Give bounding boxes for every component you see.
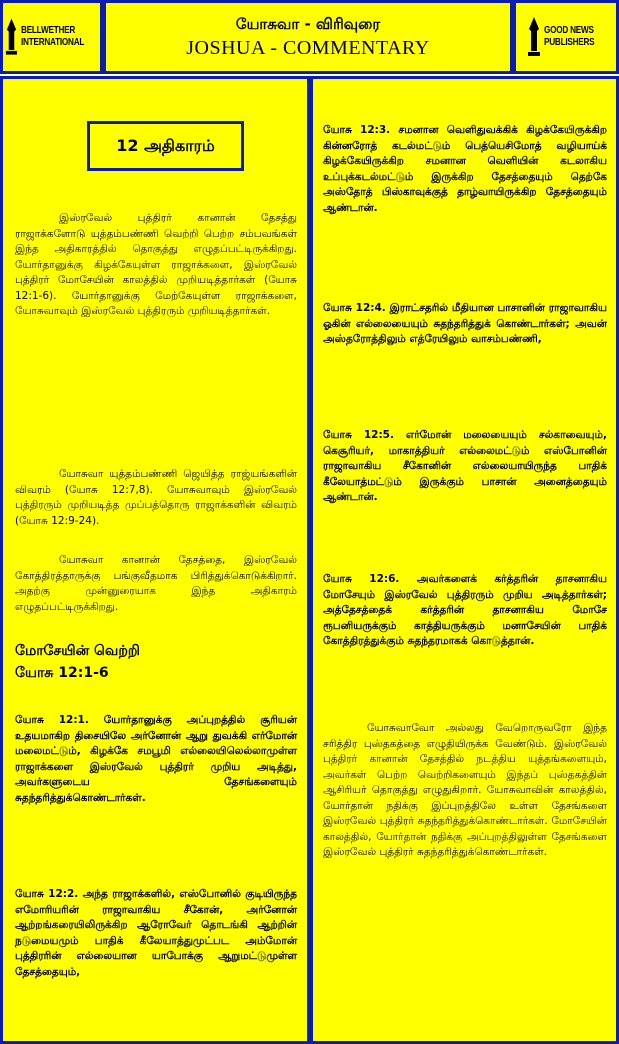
verse-paragraph: யோசு 12:6. அவர்களைக் கர்த்தரின் தாசனாகிய மோசேயும் இஸ்ரவேல் புத்திரரும் முறிய அடித்தார்கள்; அத்தேசத்தைக் கர்த்தரின் தாசனாகிய மோசே ரூபனியருக்கும் காத்தியருக்கும் மனாசேயின் பாதிக் கோத்திரத்துக்கும் சுதந்தரமாகக் கொடுத்தான். <box>323 573 607 647</box>
title-tamil: யோசுவா - விரிவுரை <box>235 15 381 33</box>
logo-line: INTERNATIONAL <box>20 37 85 48</box>
intro-paragraph: யோசுவா கானான் தேசத்தை, இஸ்ரவேல் கோத்திரத்தாருக்கு பங்குவீதமாக பிரித்துக்கொடுக்கிறார். அதற்கு முன்னுரையாக இந்த அதிகாரம் எழுதப்பட்டிருக்கிறது. <box>15 554 297 613</box>
left-column <box>0 76 310 1044</box>
commentary-paragraph: யோசுவாவோ அல்லது வேறொருவரோ இந்த சரித்திர புஸ்தகத்தை எழுதியிருக்க வேண்டும். இஸ்ரவேல் புத்திரர் கானான் தேசத்தில் நடத்திய யுத்தங்களையும், அவர்கள் பெற்ற வெற்றிகளையும் இந்தப் புஸ்தகத்தின் ஆசிரியர் தொகுத்து எழுதுகிறார். யோசுவாவின் காலத்தில், யோர்தான் நதிக்கு இப்புறத்திலே உள்ள தேசங்களை இஸ்ரவேல் புத்திரர் சுதந்தரித்துக்கொண்டார்கள். மோசேயின் காலத்தில், யோர்தான் நதிக்கு அப்புறத்திலுள்ள தேசங்களை இஸ்ரவேல் புத்திரர் சுதந்தரித்துக்கொண்டார்கள். <box>323 722 607 858</box>
good-news-logo <box>513 0 619 74</box>
chapter-title: 12 அதிகாரம் <box>87 121 244 171</box>
section-title: மோசேயின் வெற்றி <box>15 643 140 659</box>
section-reference: யோசு 12:1-6 <box>15 665 109 681</box>
verse-paragraph: யோசு 12:5. எர்மோன் மலையையும் சல்காவையும், கெசூரியர், மாகாத்தியர் எல்லைமட்டும் எஸ்போனின் ராஜாவாகிய சீகோனின் எல்லையாயிருந்த பாதிக் கீலேயாத்மட்டும் இருக்கும் பாசான் அனைத்தையும் ஆண்டான். <box>323 429 607 503</box>
logo-line: PUBLISHERS <box>543 37 595 48</box>
bellwether-logo <box>0 0 103 74</box>
intro-paragraph: இஸ்ரவேல் புத்திரர் கானான் தேசத்து ராஜாக்களோடு யுத்தம்பண்ணி வெற்றி பெற்ற சம்பவங்கள் இந்த அதிகாரத்தில் தொகுத்து எழுதப்பட்டிருக்கிறது. யோர்தானுக்கு கிழக்கேயுள்ள ராஜாக்களை, இஸ்ரவேல் புத்திரர் மோசேயின் காலத்தில் முறியடித்தார்கள் (யோசு 12:1-6). யோர்தானுக்கு மேற்கேயுள்ள ராஜாக்களை, யோசுவாவும் இஸ்ரவேல் புத்திரரும் முறியடித்தார்கள். <box>15 212 297 317</box>
verse-paragraph: யோசு 12:1. யோர்தானுக்கு அப்புறத்தில் சூரியன் உதயமாகிற திசையிலே அர்னோன் ஆறு துவக்கி எர்மோன் மலைமட்டும், கிழக்கே சமபூமி எல்லையிலெல்லாமுள்ள ராஜாக்களை இஸ்ரவேல் புத்திரர் முறிய அடித்து, அவர்களுடைய தேசங்களையும் சுதந்தரித்துக்கொண்டார்கள். <box>15 714 297 804</box>
title-english: JOSHUA - COMMENTARY <box>186 37 430 59</box>
pen-icon <box>5 17 18 57</box>
page-header <box>103 0 513 74</box>
verse-paragraph: யோசு 12:4. இராட்சதரில் மீதியான பாசானின் ராஜாவாகிய ஓகின் எல்லையையும் சுதந்தரித்துக் கொண்டார்கள்; அவன் அஸ்தரோத்திலும் எத்ரேயிலும் வாசம்பண்ணி, <box>323 302 607 345</box>
verse-paragraph: யோசு 12:3. சமனான வெளிதுவக்கிக் கிழக்கேயிருக்கிற கின்னரோத் கடல்மட்டும் பெத்யெசிமோத் வழியாய்க் கிழக்கேயிருக்கிற சமனான வெளியின் கடலாகிய உப்புக்கடல்மட்டும் இருக்கிற தேசத்தையும் தெற்கே அஸ்தோத் பிஸ்காவுக்குத் தாழ்வாயிருக்கிற தேசத்தையும் ஆண்டான். <box>323 124 607 214</box>
intro-paragraph: யோசுவா யுத்தம்பண்ணி ஜெயித்த ராஜ்யங்களின் விவரம் (யோசு 12:7,8). யோசுவாவும் இஸ்ரவேல் புத்திரரும் முறியடித்த முப்பத்தொரு ராஜாக்களின் விவரம் (யோசு 12:9-24). <box>15 468 297 527</box>
logo-line: GOOD NEWS <box>543 25 594 36</box>
right-column <box>310 76 619 1044</box>
logo-line: BELLWETHER <box>20 25 75 36</box>
pen-icon <box>527 17 541 57</box>
verse-paragraph: யோசு 12:2. அந்த ராஜாக்களில், எஸ்போனில் குடியிருந்த எமோரியரின் ராஜாவாகிய சீகோன், அர்னோன் ஆற்றங்கரையிலிருக்கிற ஆரோவேர் தொடங்கி ஆற்றின் நடுமையமும் பாதிக் கீலேயாத்துமுட்பட அம்மோன் புத்திரரின் எல்லையான யாபோக்கு ஆறுமட்டுமுள்ள தேசத்தையும், <box>15 888 297 978</box>
